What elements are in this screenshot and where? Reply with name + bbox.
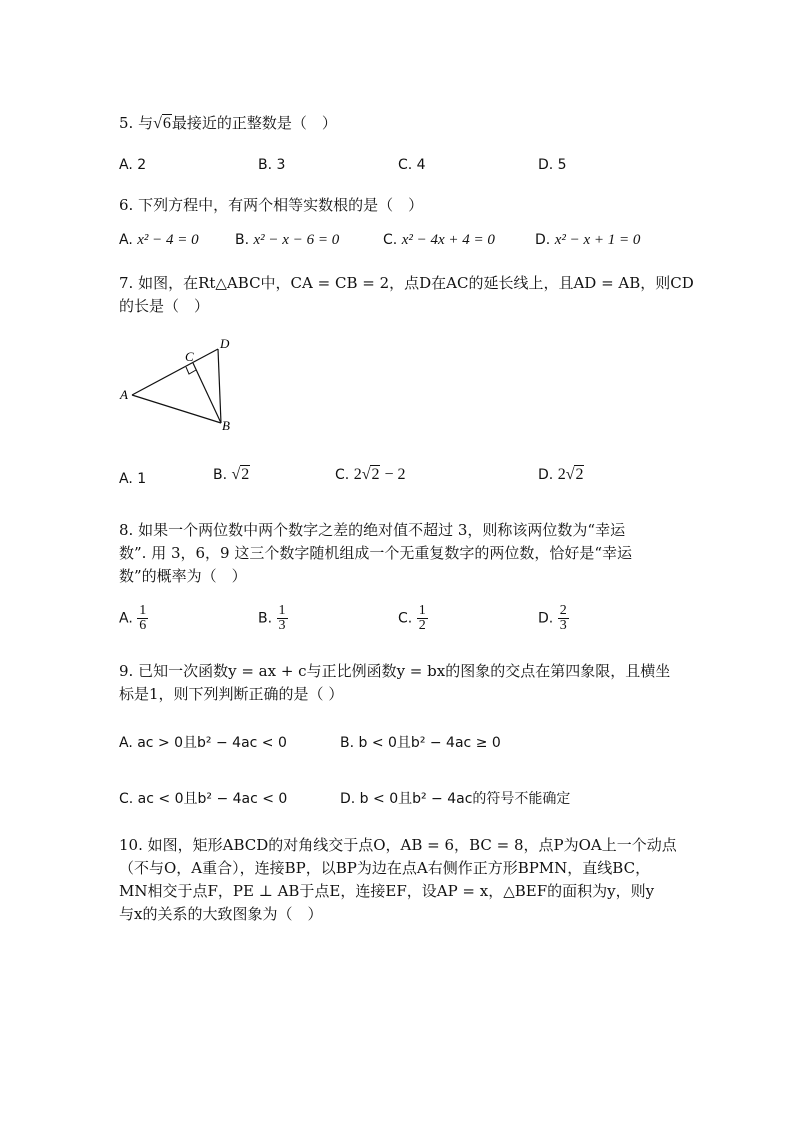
q5-radicand: 6 bbox=[162, 115, 171, 132]
q6-eq-b: x² − x − 6 = 0 bbox=[253, 232, 340, 248]
q9-option-d: D. b < 0且b² − 4ac的符号不能确定 bbox=[340, 791, 571, 807]
q8-option-c bbox=[398, 604, 428, 633]
q7-c-radicand: 2 bbox=[371, 466, 380, 483]
q8-option-a bbox=[119, 604, 148, 633]
q7-c-coef: 2 bbox=[353, 466, 362, 483]
q10-stem-line1: 10. 如图，矩形ABCD的对角线交于点O，AB = 6，BC = 8，点P为OA上一个动点 bbox=[119, 836, 677, 854]
q8-fraction-c bbox=[417, 604, 428, 633]
q7-label-c: C. bbox=[335, 467, 350, 483]
q6-eq-d: x² − x + 1 = 0 bbox=[554, 232, 641, 248]
q10-stem-line4: 与x的关系的大致图象为（ ） bbox=[119, 905, 323, 923]
sqrt-symbol: √6 bbox=[153, 115, 171, 132]
q10-stem-line2: （不与O，A重合），连接BP，以BP为边在点A右侧作正方形BPMN，直线BC， bbox=[119, 859, 651, 877]
q5-option-d: D. 5 bbox=[538, 157, 567, 173]
q8-stem-line1: 8. 如果一个两位数中两个数字之差的绝对值不超过 3，则称该两位数为“幸运 bbox=[119, 521, 626, 539]
q8-c-den: 2 bbox=[418, 618, 426, 633]
q8-c-num: 1 bbox=[418, 603, 426, 618]
q6-option-d bbox=[535, 232, 640, 249]
q7-option-a: A. 1 bbox=[119, 471, 147, 487]
q6-stem: 6. 下列方程中，有两个相等实数根的是（ ） bbox=[119, 196, 424, 214]
q5-suffix: 最接近的正整数是（ ） bbox=[171, 114, 337, 132]
q6-option-b bbox=[235, 232, 339, 249]
q8-stem-line2: 数”. 用 3，6，9 这三个数字随机组成一个无重复数字的两位数，恰好是“幸运 bbox=[119, 544, 633, 562]
q8-option-b bbox=[258, 604, 288, 633]
q5-option-a: A. 2 bbox=[119, 157, 147, 173]
q8-fraction-a bbox=[137, 604, 148, 633]
q7-d-expr: 2√2 bbox=[557, 466, 584, 483]
q6-option-c bbox=[383, 232, 495, 249]
q5-stem bbox=[119, 112, 337, 133]
q8-d-num: 2 bbox=[559, 603, 567, 618]
q8-label-a: A. bbox=[119, 610, 133, 627]
q9-stem-line2: 标是1，则下列判断正确的是（ ） bbox=[119, 685, 344, 703]
q7-option-d bbox=[538, 466, 584, 484]
label-d: D bbox=[220, 336, 230, 351]
q6-label-a: A. bbox=[119, 232, 133, 248]
label-c: C bbox=[185, 349, 194, 364]
q5-prefix: 5. 与 bbox=[119, 114, 154, 132]
q7-option-c bbox=[335, 466, 406, 484]
q7-c-expr: 2√2 − 2 bbox=[353, 466, 406, 483]
edge-cb bbox=[193, 363, 221, 423]
q8-label-c: C. bbox=[398, 610, 413, 627]
q9-option-b: B. b < 0且b² − 4ac ≥ 0 bbox=[340, 735, 501, 751]
edge-db bbox=[218, 349, 221, 423]
q7-d-radicand: 2 bbox=[575, 466, 584, 483]
q8-fraction-d bbox=[558, 604, 569, 633]
q7-stem-line1: 7. 如图，在Rt△ABC中，CA = CB = 2，点D在AC的延长线上，且AD = AB，则CD bbox=[119, 274, 694, 292]
label-b: B bbox=[222, 418, 230, 433]
q9-option-c: C. ac < 0且b² − 4ac < 0 bbox=[119, 791, 288, 807]
q6-eq-c: x² − 4x + 4 = 0 bbox=[401, 232, 495, 248]
q8-a-num: 1 bbox=[139, 603, 147, 618]
q8-a-den: 6 bbox=[139, 618, 147, 633]
q8-fraction-b bbox=[277, 604, 288, 633]
q8-label-b: B. bbox=[258, 610, 273, 627]
q6-option-a bbox=[119, 232, 199, 249]
q7-triangle-figure bbox=[115, 333, 245, 433]
q7-label-d: D. bbox=[538, 467, 554, 483]
q6-eq-a: x² − 4 = 0 bbox=[137, 232, 199, 248]
q9-option-a: A. ac > 0且b² − 4ac < 0 bbox=[119, 735, 287, 751]
q7-option-b bbox=[213, 466, 250, 484]
edge-ab bbox=[132, 395, 221, 423]
q7-b-radicand: 2 bbox=[241, 466, 250, 483]
right-angle-mark bbox=[186, 367, 196, 374]
q8-label-d: D. bbox=[538, 610, 554, 627]
q6-label-b: B. bbox=[235, 232, 250, 248]
q10-stem-line3: MN相交于点F，PE ⊥ AB于点E，连接EF，设AP = x，△BEF的面积为y，则y bbox=[119, 882, 655, 900]
q5-option-b: B. 3 bbox=[258, 157, 286, 173]
q6-label-c: C. bbox=[383, 232, 398, 248]
q8-stem-line3: 数”的概率为（ ） bbox=[119, 567, 247, 585]
q7-stem-line2: 的长是（ ） bbox=[119, 297, 210, 315]
q6-label-d: D. bbox=[535, 232, 551, 248]
q7-c-tail: − 2 bbox=[380, 466, 406, 483]
q7-label-b: B. bbox=[213, 467, 228, 483]
q8-b-num: 1 bbox=[278, 603, 286, 618]
q9-stem-line1: 9. 已知一次函数y = ax + c与正比例函数y = bx的图象的交点在第四象限，且横坐 bbox=[119, 662, 671, 680]
q8-option-d bbox=[538, 604, 569, 633]
sqrt-symbol: √2 bbox=[231, 466, 250, 483]
q7-d-coef: 2 bbox=[557, 466, 566, 483]
q5-option-c: C. 4 bbox=[398, 157, 426, 173]
q8-d-den: 3 bbox=[559, 618, 567, 633]
q8-b-den: 3 bbox=[278, 618, 286, 633]
label-a: A bbox=[120, 387, 128, 402]
